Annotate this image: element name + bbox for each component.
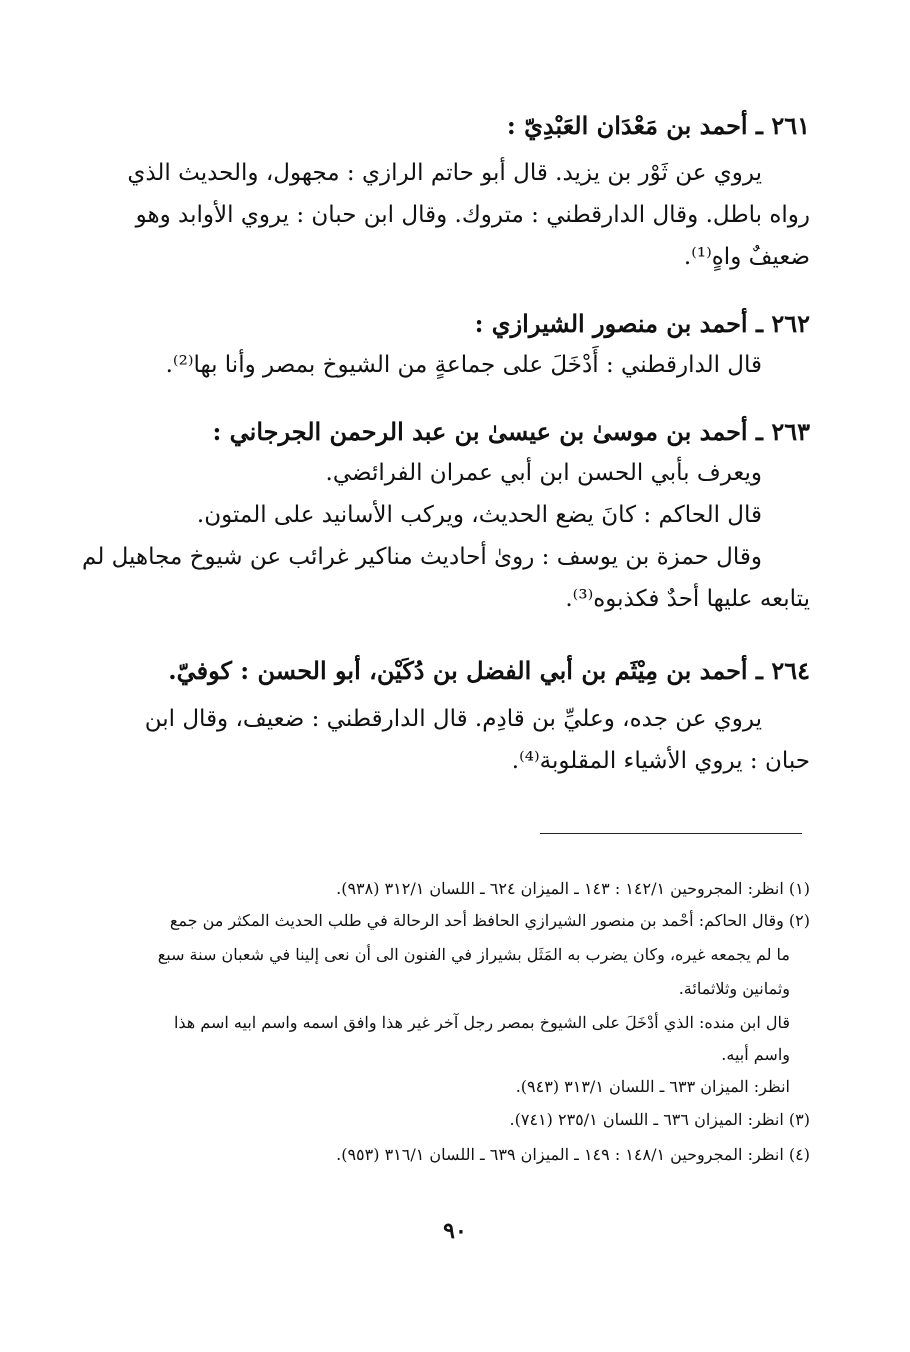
entry-261-line-2: رواه باطل. وقال الدارقطني : متروك. وقال ابن حبان : يروي الأوابد وهو bbox=[135, 202, 810, 228]
entry-263-line-3: وقال حمزة بن يوسف : روىٰ أحاديث مناكير غرائب عن شيوخ مجاهيل لم bbox=[82, 544, 762, 570]
footnote-2-line-6: انظر: الميزان ٦٣٣ ـ اللسان ٣١٣/١ (٩٤٣). bbox=[515, 1077, 790, 1096]
footnote-separator bbox=[540, 833, 802, 834]
entry-263-heading: ٢٦٣ ـ أحمد بن موسىٰ بن عيسىٰ بن عبد الرحمن الجرجاني : bbox=[212, 417, 810, 446]
entry-263-line-1: ويعرف بأبي الحسن ابن أبي عمران الفرائضي. bbox=[325, 460, 762, 486]
footnote-2-line-5: واسم أبيه. bbox=[721, 1045, 790, 1064]
footnote-3: (٣) انظر: الميزان ٦٣٦ ـ اللسان ٢٣٥/١ (٧٤١). bbox=[509, 1110, 810, 1129]
entry-261-line-1: يروي عن ثَوْر بن يزيد. قال أبو حاتم الرازي : مجهول، والحديث الذي bbox=[127, 160, 762, 186]
page-number: ٩٠ bbox=[443, 1218, 467, 1244]
footnote-1: (١) انظر: المجروحين ١٤٢/١ : ١٤٣ ـ الميزان ٦٢٤ ـ اللسان ٣١٢/١ (٩٣٨). bbox=[336, 879, 810, 898]
entry-263-line-2: قال الحاكم : كانَ يضع الحديث، ويركب الأسانيد على المتون. bbox=[196, 502, 762, 528]
entry-264-line-1: يروي عن جده، وعليِّ بن قادِم. قال الدارقطني : ضعيف، وقال ابن bbox=[144, 706, 762, 732]
entry-262-line-1: قال الدارقطني : أَدْخَلَ على جماعةٍ من الشيوخ بمصر وأنا بها⁽²⁾. bbox=[165, 352, 762, 378]
entry-264-heading: ٢٦٤ ـ أحمد بن مِيْثَم بن أبي الفضل بن دُكَيْن، أبو الحسن : كوفيّ. bbox=[168, 656, 810, 685]
entry-262-heading: ٢٦٢ ـ أحمد بن منصور الشيرازي : bbox=[474, 309, 810, 338]
entry-261-line-3: ضعيفٌ واهٍ⁽¹⁾. bbox=[683, 244, 810, 270]
entry-264-line-2: حبان : يروي الأشياء المقلوبة⁽⁴⁾. bbox=[511, 748, 810, 774]
footnote-2-line-3: وثمانين وثلاثمائة. bbox=[678, 979, 790, 998]
footnote-4: (٤) انظر: المجروحين ١٤٨/١ : ١٤٩ ـ الميزان ٦٣٩ ـ اللسان ٣١٦/١ (٩٥٣). bbox=[336, 1145, 810, 1164]
entry-261-heading: ٢٦١ ـ أحمد بن مَعْدَان العَبْدِيّ : bbox=[506, 111, 810, 140]
footnote-2-line-2: ما لم يجمعه غيره، وكان يضرب به المَثَل بشيراز في الفنون الى أن نعى إلينا في شعبان سنة سبع bbox=[157, 945, 790, 964]
entry-263-line-4: يتابعه عليها أحدٌ فكذبوه⁽³⁾. bbox=[565, 586, 810, 612]
footnote-2-line-4: قال ابن منده: الذي أدْخَلَ على الشيوخ بمصر رجل آخر غير هذا وافق اسمه واسم ابيه اسم هذا bbox=[173, 1013, 790, 1032]
footnote-2-line-1: (٢) وقال الحاكم: أحْمد بن منصور الشيرازي الحافظ أحد الرحالة في طلب الحديث المكثر من جمع bbox=[169, 911, 810, 930]
